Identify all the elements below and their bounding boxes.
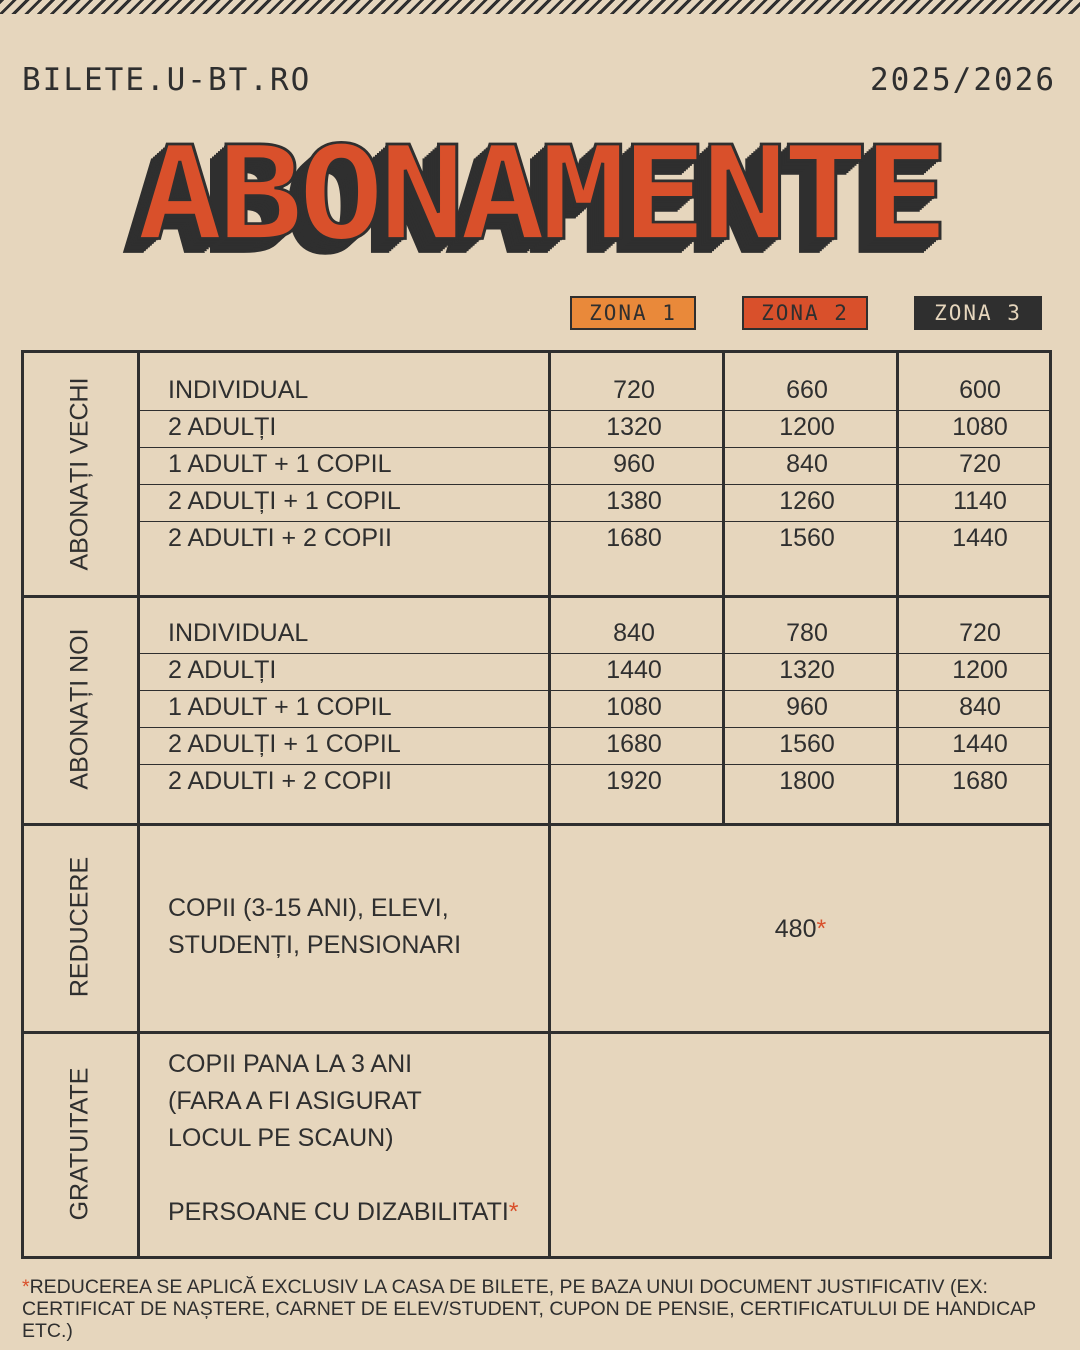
price-zone-3: 1440 — [952, 730, 1008, 758]
row-label: 2 ADULȚI — [168, 656, 277, 684]
zone-2-badge: ZONA 2 — [742, 296, 868, 330]
page-title: ABONAMENTE — [136, 117, 944, 270]
gratuitate-description — [168, 1046, 519, 1231]
price-zone-3: 840 — [959, 693, 1001, 721]
price-zone-1: 1680 — [606, 524, 662, 552]
price-zone-2: 1560 — [779, 524, 835, 552]
price-zone-3: 600 — [959, 376, 1001, 404]
price-zone-3: 1200 — [952, 656, 1008, 684]
zone-1-badge: ZONA 1 — [570, 296, 696, 330]
price-zone-2: 960 — [786, 693, 828, 721]
price-zone-3: 720 — [959, 450, 1001, 478]
asterisk-mark: * — [508, 1198, 519, 1226]
price-zone-1: 1920 — [606, 767, 662, 795]
row-label: 2 ADULȚI + 1 COPIL — [168, 730, 401, 758]
reducere-line: COPII (3-15 ANI), ELEVI, — [168, 894, 449, 922]
price-zone-2: 780 — [786, 619, 828, 647]
top-hatch-border — [0, 0, 1080, 14]
row-label: INDIVIDUAL — [168, 376, 309, 404]
section-divider — [24, 823, 1049, 826]
section-label-gratuitate: GRATUITATE — [65, 1067, 94, 1221]
reducere-price — [549, 911, 1052, 948]
row-label: INDIVIDUAL — [168, 619, 309, 647]
row-label: 2 ADULȚI + 1 COPIL — [168, 487, 401, 515]
row-label: 2 ADULTI + 2 COPII — [168, 767, 392, 795]
price-zone-3: 1080 — [952, 413, 1008, 441]
zone-3-badge: ZONA 3 — [914, 296, 1042, 330]
row-label: 1 ADULT + 1 COPIL — [168, 693, 392, 721]
price-zone-3: 720 — [959, 619, 1001, 647]
price-zone-1: 1680 — [606, 730, 662, 758]
asterisk-mark: * — [22, 1276, 30, 1298]
price-zone-3: 1680 — [952, 767, 1008, 795]
section-divider — [24, 595, 1049, 598]
footnote-text: REDUCEREA SE APLICĂ EXCLUSIV LA CASA DE BILETE, PE BAZA UNUI DOCUMENT JUSTIFICATIV (EX: CERTIFICAT DE NAȘTERE, CARNET DE ELEV/STUDENT, CUPON DE PENSIE, CERTIFICATULUI DE HANDICAP ETC.) — [22, 1276, 1036, 1342]
asterisk-mark: * — [816, 915, 827, 943]
header-bar — [22, 62, 1056, 102]
reducere-description — [168, 890, 461, 964]
price-zone-3: 1140 — [953, 487, 1007, 515]
price-zone-1: 1080 — [606, 693, 662, 721]
gratuitate-line: COPII PANA LA 3 ANI — [168, 1050, 413, 1078]
section-label-reducere: REDUCERE — [65, 856, 94, 998]
season-label: 2025/2026 — [870, 62, 1056, 98]
price-zone-2: 1260 — [779, 487, 835, 515]
footnote — [22, 1276, 1062, 1342]
section-label-abonati-vechi: ABONAȚI VECHI — [65, 377, 94, 571]
site-url: BILETE.U-BT.RO — [22, 62, 312, 98]
price-zone-1: 840 — [613, 619, 655, 647]
price-zone-2: 1800 — [779, 767, 835, 795]
price-zone-2: 660 — [786, 376, 828, 404]
section-label-abonati-noi: ABONAȚI NOI — [65, 628, 94, 790]
price-zone-1: 1320 — [606, 413, 662, 441]
price-zone-2: 840 — [786, 450, 828, 478]
price-zone-2: 1560 — [779, 730, 835, 758]
price-zone-2: 1200 — [779, 413, 835, 441]
gratuitate-line: PERSOANE CU DIZABILITATI* — [168, 1198, 519, 1226]
row-label: 2 ADULȚI — [168, 413, 277, 441]
section-divider — [24, 1031, 1049, 1034]
price-zone-1: 960 — [613, 450, 655, 478]
gratuitate-line: LOCUL PE SCAUN) — [168, 1124, 394, 1152]
price-zone-1: 1380 — [606, 487, 662, 515]
price-zone-1: 720 — [613, 376, 655, 404]
price-zone-1: 1440 — [606, 656, 662, 684]
reducere-line: STUDENȚI, PENSIONARI — [168, 931, 462, 959]
reducere-price-value: 480 — [774, 915, 817, 943]
row-label: 1 ADULT + 1 COPIL — [168, 450, 392, 478]
gratuitate-line: (FARA A FI ASIGURAT — [168, 1087, 422, 1115]
row-label: 2 ADULTI + 2 COPII — [168, 524, 392, 552]
price-zone-2: 1320 — [779, 656, 835, 684]
price-zone-3: 1440 — [952, 524, 1008, 552]
